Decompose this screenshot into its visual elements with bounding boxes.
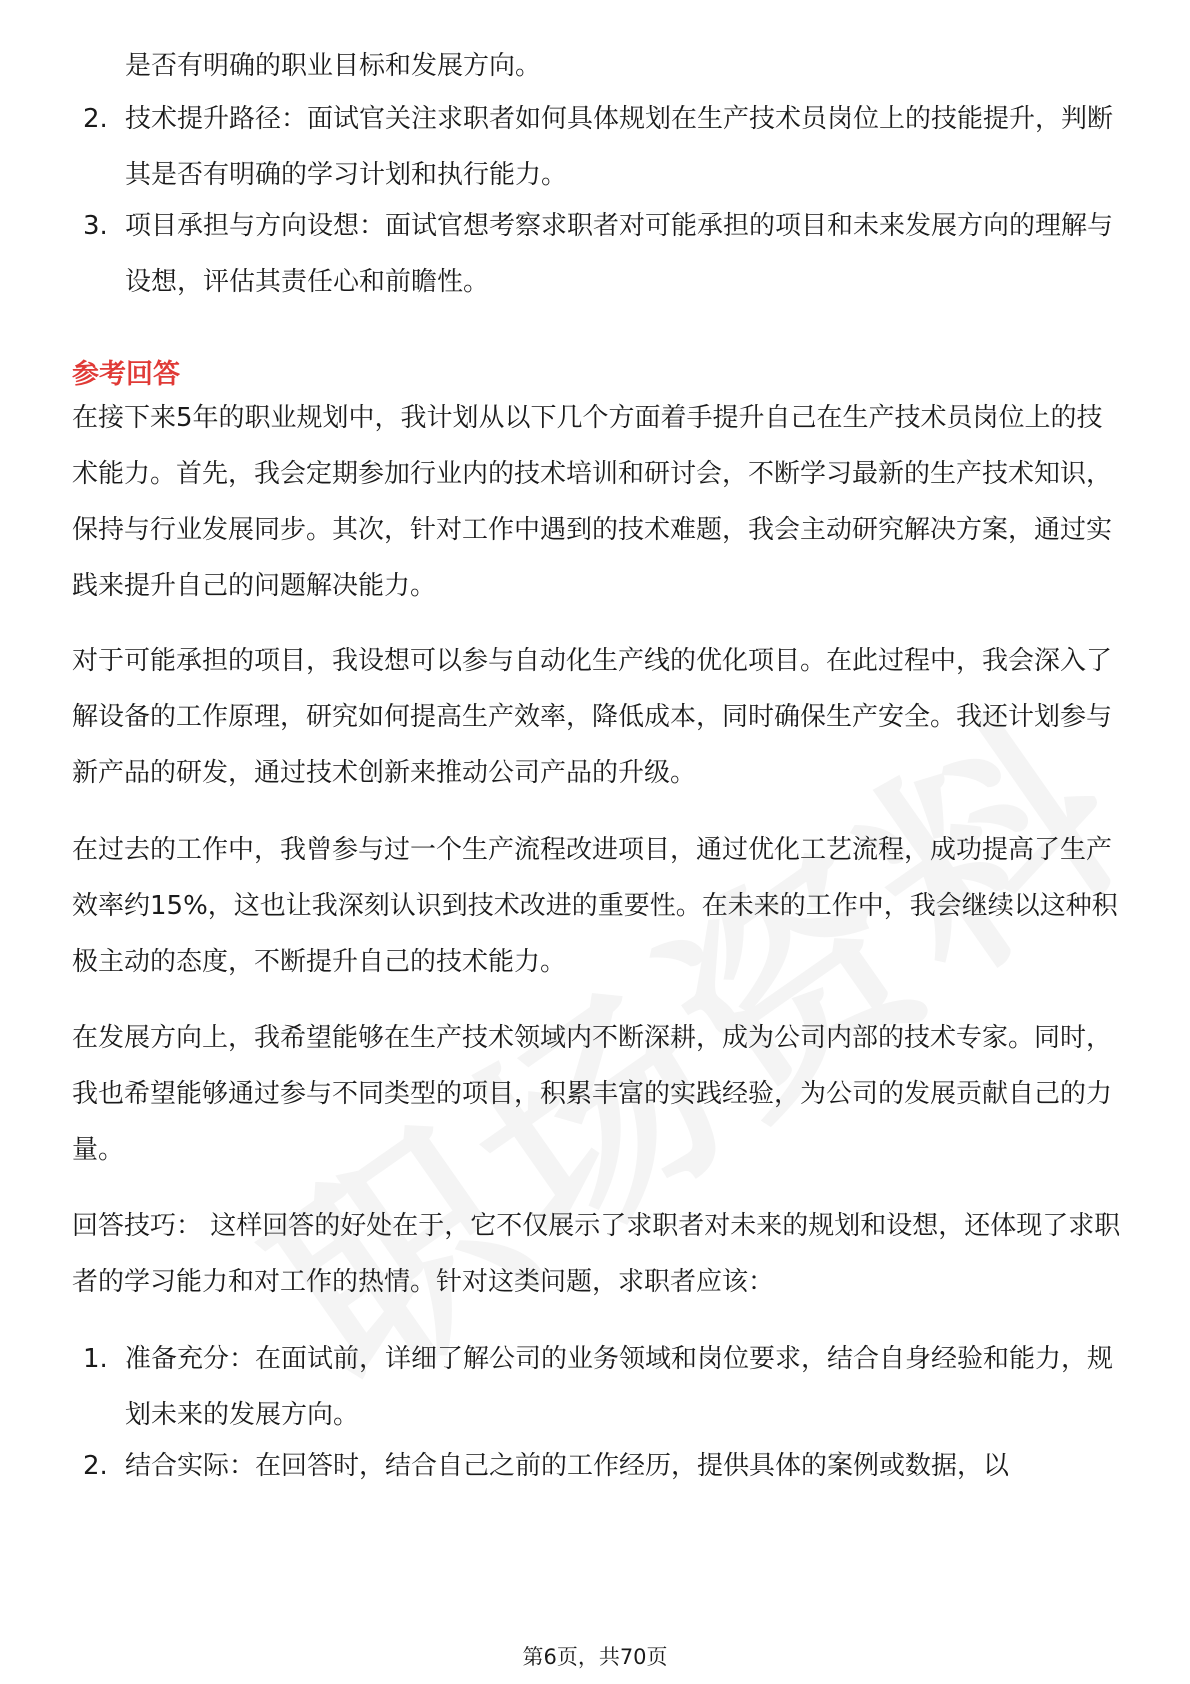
list-item	[83, 91, 1125, 203]
list-item	[83, 198, 1125, 310]
list-number: 2.	[83, 1451, 108, 1481]
list-item	[83, 1438, 1125, 1494]
list-item-text: 是否有明确的职业目标和发展方向。	[125, 51, 542, 81]
page-footer: 第6页，共70页	[522, 1645, 668, 1669]
paragraph: 在过去的工作中，我曾参与过一个生产流程改进项目，通过优化工艺流程，成功提高了生产效率约15%，这也让我深刻认识到技术改进的重要性。在未来的工作中，我会继续以这种积极主动的态度，不断提升自己的技术能力。	[72, 835, 1118, 977]
paragraph: 对于可能承担的项目，我设想可以参与自动化生产线的优化项目。在此过程中，我会深入了解设备的工作原理，研究如何提高生产效率，降低成本，同时确保生产安全。我还计划参与新产品的研发，通过技术创新来推动公司产品的升级。	[72, 646, 1113, 788]
list-item-text: 技术提升路径：面试官关注求职者如何具体规划在生产技术员岗位上的技能提升，判断其是否有明确的学习计划和执行能力。	[125, 104, 1114, 190]
list-number: 2.	[83, 104, 108, 134]
list-number: 3.	[83, 211, 108, 241]
list-item-text: 准备充分：在面试前，详细了解公司的业务领域和岗位要求，结合自身经验和能力，规划未来的发展方向。	[125, 1344, 1114, 1430]
paragraph: 在发展方向上，我希望能够在生产技术领域内不断深耕，成为公司内部的技术专家。同时，我也希望能够通过参与不同类型的项目，积累丰富的实践经验，为公司的发展贡献自己的力量。	[72, 1023, 1113, 1165]
paragraph: 在接下来5年的职业规划中，我计划从以下几个方面着手提升自己在生产技术员岗位上的技术能力。首先，我会定期参加行业内的技术培训和研讨会，不断学习最新的生产技术知识，保持与行业发展同步。其次，针对工作中遇到的技术难题，我会主动研究解决方案，通过实践来提升自己的问题解决能力。	[72, 403, 1113, 601]
paragraph: 回答技巧： 这样回答的好处在于，它不仅展示了求职者对未来的规划和设想，还体现了求职者的学习能力和对工作的热情。针对这类问题，求职者应该：	[72, 1211, 1121, 1297]
section-heading: 参考回答	[72, 359, 180, 390]
list-item-continuation	[125, 38, 1125, 94]
list-item-text: 项目承担与方向设想：面试官想考察求职者对可能承担的项目和未来发展方向的理解与设想，评估其责任心和前瞻性。	[125, 211, 1114, 297]
list-item	[83, 1331, 1125, 1443]
list-number: 1.	[83, 1344, 108, 1374]
list-item-text: 结合实际：在回答时，结合自己之前的工作经历，提供具体的案例或数据，以	[125, 1451, 1010, 1481]
